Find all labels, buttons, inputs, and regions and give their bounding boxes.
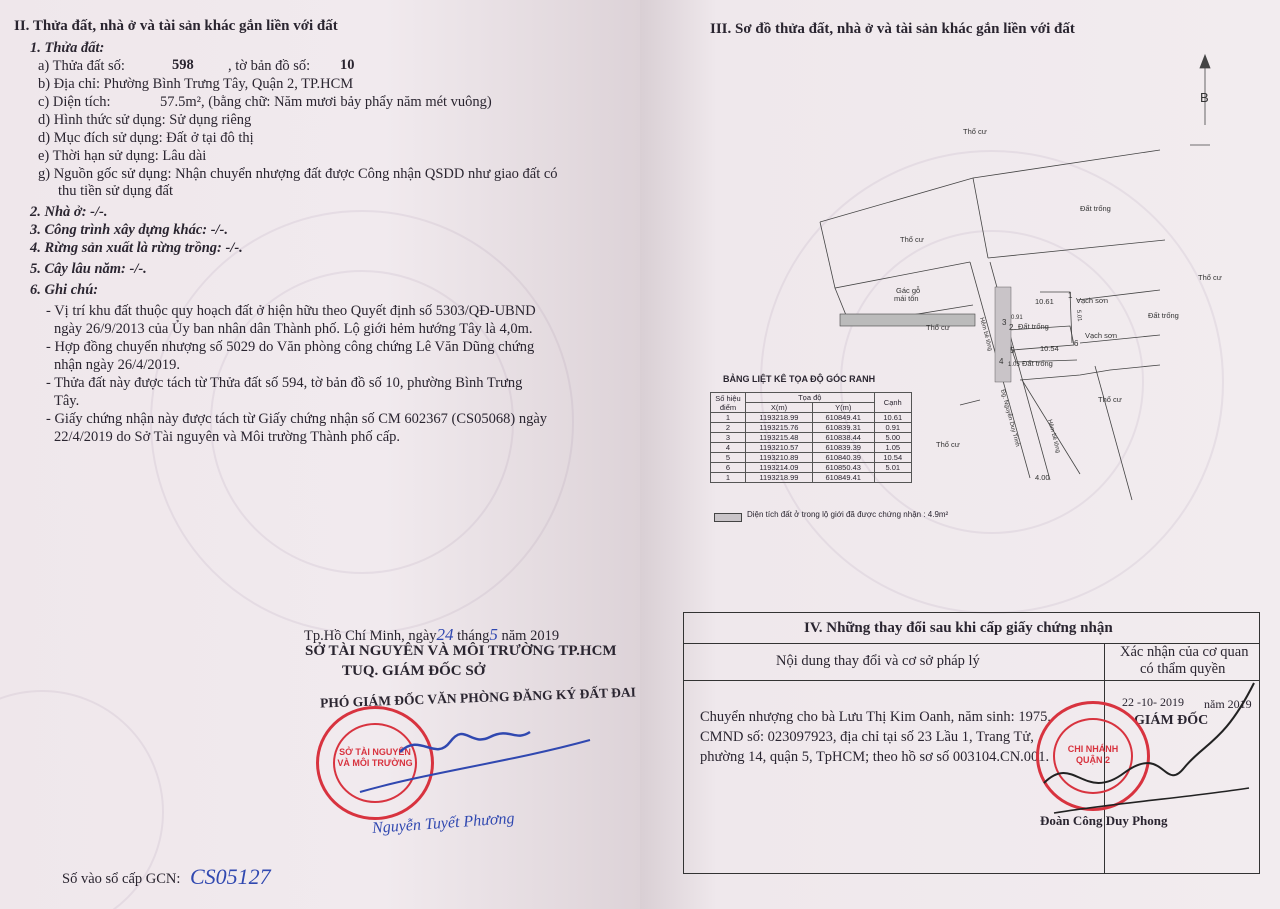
signature-stroke xyxy=(340,712,600,812)
house-heading: 2. Nhà ở: -/-. xyxy=(30,204,108,220)
map-label: 0.91 xyxy=(1011,315,1023,321)
map-label: Đất trống xyxy=(1018,322,1049,331)
map-label: 1.05 xyxy=(1008,362,1020,368)
coord-cell-x: 1193215.48 xyxy=(746,433,813,443)
note-line: - Vị trí khu đất thuộc quy hoạch đất ở hiện hữu theo Quyết định số 5303/QĐ-UBND xyxy=(46,303,536,319)
coord-cell-x: 1193218.99 xyxy=(746,413,813,423)
changes-table xyxy=(683,612,1260,874)
coord-cell-edge xyxy=(874,473,911,483)
change-content-line: phường 14, quận 5, TpHCM; theo hồ sơ số 003104.CN.001. xyxy=(700,749,1050,765)
coord-row xyxy=(711,453,912,463)
coord-cell-point: 4 xyxy=(711,443,746,453)
coord-header-point: Số hiệu điểm xyxy=(711,393,746,413)
change-signer: Đoàn Công Duy Phong xyxy=(1040,813,1168,828)
usage-term: e) Thời hạn sử dụng: Lâu dài xyxy=(38,148,207,164)
map-label: 4.00 xyxy=(1035,473,1050,482)
corner-point: 6 xyxy=(1074,339,1079,348)
coord-header-coord: Tọa độ xyxy=(746,393,875,403)
coord-cell-edge: 1.05 xyxy=(874,443,911,453)
map-label: Thổ cư xyxy=(936,440,960,449)
deputy-director-title: PHÓ GIÁM ĐỐC VĂN PHÒNG ĐĂNG KÝ ĐẤT ĐAI xyxy=(319,684,637,711)
coord-cell-edge: 10.61 xyxy=(874,413,911,423)
issue-date: Tp.Hồ Chí Minh, ngày24 tháng5 năm 2019 xyxy=(304,625,560,644)
note-line: - Giấy chứng nhận này được tách từ Giấy chứng nhận số CM 602367 (CS05068) ngày xyxy=(46,411,548,427)
coord-cell-x: 1193210.57 xyxy=(746,443,813,453)
coord-cell-y: 610838.44 xyxy=(812,433,874,443)
map-label: Thổ cư xyxy=(926,323,950,332)
signature-stroke xyxy=(1014,673,1259,823)
coord-header-y: Y(m) xyxy=(812,403,874,413)
authorized-title: TUQ. GIÁM ĐỐC SỞ xyxy=(342,663,486,679)
perennial-heading: 5. Cây lâu năm: -/-. xyxy=(30,261,147,277)
coord-cell-y: 610839.31 xyxy=(812,423,874,433)
corner-point: 5 xyxy=(1010,346,1015,355)
corner-point: 1 xyxy=(1068,291,1073,300)
note-line: - Thửa đất này được tách từ Thửa đất số 594, tờ bản đồ số 10, phường Bình Trưng xyxy=(46,375,523,391)
map-label: Đất trống xyxy=(1148,311,1179,320)
coord-table-title: BẢNG LIỆT KÊ TỌA ĐỘ GÓC RANH xyxy=(723,374,876,384)
usage-form: d) Hình thức sử dụng: Sử dụng riêng xyxy=(38,112,252,128)
land-heading: 1. Thửa đất: xyxy=(30,40,105,56)
map-label: Đất trống xyxy=(1022,359,1053,368)
section-iv-title: IV. Những thay đổi sau khi cấp giấy chứng nhận xyxy=(804,620,1113,636)
seal-text: SỞ TÀI NGUYÊN VÀ MÔI TRƯỜNG xyxy=(337,747,413,768)
area-value: 57.5m², (bằng chữ: Năm mươi bảy phẩy năm mét vuông) xyxy=(160,94,492,110)
change-role: GIÁM ĐỐC xyxy=(1134,713,1209,728)
map-label: Thổ cư xyxy=(1198,273,1222,282)
coord-header-x: X(m) xyxy=(746,403,813,413)
coord-cell-edge: 10.54 xyxy=(874,453,911,463)
map-label: 10.54 xyxy=(1040,344,1059,353)
changes-col-confirm: có thẩm quyền xyxy=(1140,661,1226,677)
signer-name: Nguyễn Tuyết Phương xyxy=(371,810,515,837)
coord-cell-edge: 5.00 xyxy=(874,433,911,443)
map-label: Hẻm bê tông xyxy=(978,316,993,352)
note-line: nhận ngày 26/4/2019. xyxy=(54,357,181,373)
coord-cell-edge: 0.91 xyxy=(874,423,911,433)
coord-cell-y: 610850.43 xyxy=(812,463,874,473)
map-sheet-label: , tờ bản đồ số: xyxy=(228,58,311,74)
change-content-line: Chuyển nhượng cho bà Lưu Thị Kim Oanh, năm sinh: 1975, xyxy=(700,709,1051,725)
issue-month: 5 xyxy=(489,625,498,644)
other-works-heading: 3. Công trình xây dựng khác: -/-. xyxy=(30,222,229,238)
coord-cell-x: 1193210.89 xyxy=(746,453,813,463)
issuing-org: SỞ TÀI NGUYÊN VÀ MÔI TRƯỜNG TP.HCM xyxy=(305,643,617,659)
map-label: mái tôn xyxy=(894,294,919,303)
map-label: 10.61 xyxy=(1035,297,1054,306)
coord-cell-x: 1193218.99 xyxy=(746,473,813,483)
coord-cell-y: 610849.41 xyxy=(812,473,874,483)
notes-heading: 6. Ghi chú: xyxy=(30,282,99,298)
map-label: Vạch sơn xyxy=(1076,296,1109,305)
coord-cell-point: 2 xyxy=(711,423,746,433)
coord-row xyxy=(711,423,912,433)
corner-point: 3 xyxy=(1002,318,1007,327)
coord-cell-x: 1193214.09 xyxy=(746,463,813,473)
section-ii-title: II. Thửa đất, nhà ở và tài sản khác gắn liền với đất xyxy=(14,18,338,34)
coord-cell-y: 610839.39 xyxy=(812,443,874,453)
coord-table-body xyxy=(711,413,912,483)
issue-day: 24 xyxy=(436,625,454,644)
map-label: 5.01 xyxy=(1075,309,1083,322)
note-line: Tây. xyxy=(54,393,80,409)
north-label: B xyxy=(1200,90,1209,105)
register-number: CS05127 xyxy=(190,864,271,889)
map-label: Đg. Nguyễn Duy Trinh xyxy=(999,388,1021,448)
coord-header-edge: Cạnh xyxy=(874,393,911,413)
coord-cell-point: 5 xyxy=(711,453,746,463)
usage-origin-cont: thu tiền sử dụng đất xyxy=(58,183,173,199)
note-line: ngày 26/9/2013 của Ủy ban nhân dân Thành phố. Lộ giới hẻm hướng Tây là 4,0m. xyxy=(54,321,533,337)
seal-text: CHI NHÁNH QUẬN 2 xyxy=(1067,744,1119,765)
coord-cell-y: 610849.41 xyxy=(812,413,874,423)
coord-cell-x: 1193215.76 xyxy=(746,423,813,433)
coord-cell-point: 1 xyxy=(711,473,746,483)
changes-col-confirm: Xác nhận của cơ quan xyxy=(1120,644,1249,660)
forest-heading: 4. Rừng sản xuất là rừng trồng: -/-. xyxy=(30,240,243,256)
section-iii-title: III. Sơ đồ thửa đất, nhà ở và tài sản khác gắn liền với đất xyxy=(710,21,1075,37)
note-line: 22/4/2019 do Sở Tài nguyên và Môi trường Thành phố cấp. xyxy=(54,429,401,445)
changes-col-content: Nội dung thay đổi và cơ sở pháp lý xyxy=(776,653,980,669)
note-line: - Hợp đồng chuyển nhượng số 5029 do Văn phòng công chứng Lê Văn Dũng chứng xyxy=(46,339,535,355)
change-date-stamp: 22 -10- 2019 xyxy=(1122,695,1184,709)
map-label: Đất trống xyxy=(1080,204,1111,213)
map-label: Hẻm bê tông xyxy=(1046,418,1061,454)
coord-cell-point: 3 xyxy=(711,433,746,443)
change-content-line: CMND số: 023097923, địa chỉ tại số 23 Lầu 1, Trang Tử, xyxy=(700,729,1034,745)
parcel-number: 598 xyxy=(172,57,194,73)
coord-cell-edge: 5.01 xyxy=(874,463,911,473)
usage-purpose: d) Mục đích sử dụng: Đất ở tại đô thị xyxy=(38,130,254,146)
map-label: Vạch sơn xyxy=(1085,331,1118,340)
corner-point: 4 xyxy=(999,357,1004,366)
corner-point: 2 xyxy=(1009,323,1014,332)
coord-cell-y: 610840.39 xyxy=(812,453,874,463)
right-of-way-hatch xyxy=(840,314,975,326)
legend-text: Diện tích đất ở trong lộ giới đã được chứng nhận : 4.9m² xyxy=(747,510,949,519)
area-label: c) Diện tích: xyxy=(38,94,111,110)
coord-table xyxy=(710,392,912,483)
coord-row xyxy=(711,463,912,473)
coord-cell-point: 1 xyxy=(711,413,746,423)
map-label: Thổ cư xyxy=(1098,395,1122,404)
change-date-year: năm 2019 xyxy=(1204,697,1252,711)
map-sheet-number: 10 xyxy=(340,57,355,73)
coord-cell-point: 6 xyxy=(711,463,746,473)
map-label: Gác gỗ xyxy=(896,286,921,295)
map-label: Thổ cư xyxy=(963,127,987,136)
coord-row xyxy=(711,413,912,423)
address: b) Địa chỉ: Phường Bình Trưng Tây, Quận 2, TP.HCM xyxy=(38,76,354,92)
legend-swatch xyxy=(714,513,742,522)
map-label: Thổ cư xyxy=(900,235,924,244)
register-label: Số vào sổ cấp GCN: xyxy=(62,871,181,887)
coord-row xyxy=(711,443,912,453)
coord-row xyxy=(711,473,912,483)
coord-row xyxy=(711,433,912,443)
parcel-label: a) Thửa đất số: xyxy=(38,58,125,74)
usage-origin: g) Nguồn gốc sử dụng: Nhận chuyển nhượng đất được Công nhận QSDD như giao đất có xyxy=(38,166,558,182)
